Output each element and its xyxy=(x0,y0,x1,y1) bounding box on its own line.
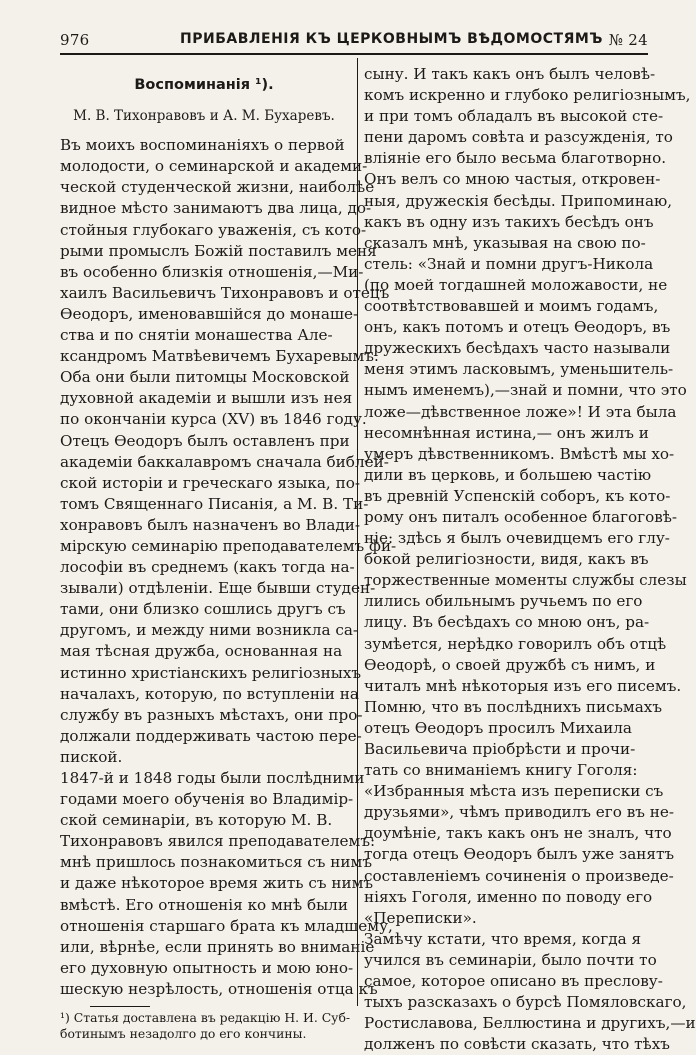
text-line: мірскую семинарію преподавателемъ фи- xyxy=(60,536,397,555)
text-line: вмѣстѣ. Его отношенія ко мнѣ были xyxy=(60,895,348,914)
text-line: доумѣніе, такъ какъ онъ не зналъ, что xyxy=(364,824,672,843)
text-line: несомнѣнная истина,— онъ жилъ и xyxy=(364,423,649,442)
text-line: учился въ семинаріи, было почти то xyxy=(364,950,657,969)
text-line: сыну. И такъ какъ онъ былъ человѣ- xyxy=(364,65,656,83)
journal-title: ПРИБАВЛЕНІЯ КЪ ЦЕРКОВНЫМЪ ВѢДОМОСТЯМЪ xyxy=(180,31,603,47)
text-line: его духовную опытность и мою юно- xyxy=(60,958,354,977)
footnote xyxy=(60,1010,351,1042)
header-rule xyxy=(60,53,648,55)
text-line: тыхъ разсказахъ о бурсѣ Помяловскаго, xyxy=(364,993,687,1012)
text-line: лософіи въ среднемъ (какъ тогда на- xyxy=(60,558,355,577)
right-column xyxy=(364,64,696,1055)
text-line: онъ, какъ потомъ и отецъ Өеодоръ, въ xyxy=(364,318,671,337)
text-line: Замѣчу кстати, что время, когда я xyxy=(364,929,642,948)
text-line: ¹) Статья доставлена въ редакцію Н. И. Суб- xyxy=(60,1010,351,1026)
text-line: Өеодоръ, именовавшійся до монаше- xyxy=(60,304,359,323)
text-line: Помню, что въ послѣднихъ письмахъ xyxy=(364,697,663,716)
text-line: шескую незрѣлость, отношенія отца къ xyxy=(60,979,378,998)
text-line: и даже нѣкоторое время жить съ нимъ xyxy=(60,874,374,893)
text-line: дружескихъ бесѣдахъ часто называли xyxy=(364,339,671,358)
text-line: ской исторіи и греческаго языка, по- xyxy=(60,473,360,492)
text-line: истинно христіанскихъ религіозныхъ xyxy=(60,663,362,682)
text-line: ніе: здѣсь я былъ очевидцемъ его глу- xyxy=(364,529,670,548)
text-line: Ростиславова, Беллюстина и другихъ,—и xyxy=(364,1014,696,1033)
text-line: умеръ дѣвственникомъ. Вмѣстѣ мы хо- xyxy=(364,444,675,463)
text-line: тогда отецъ Өеодоръ былъ уже занятъ xyxy=(364,845,675,864)
text-line: долженъ по совѣсти сказать, что тѣхъ xyxy=(364,1035,670,1054)
text-line: должали поддерживать частою пере- xyxy=(60,726,362,745)
text-line: академіи баккалавромъ сначала библей- xyxy=(60,452,389,471)
text-line: отецъ Өеодоръ просилъ Михаила xyxy=(364,718,632,737)
text-line: видное мѣсто занимаютъ два лица, до- xyxy=(60,199,372,218)
left-column-text xyxy=(60,135,397,1000)
text-line: ксандромъ Матвѣевичемъ Бухаревымъ. xyxy=(60,347,379,366)
issue-number: № 24 xyxy=(608,31,648,49)
text-line: какъ въ одну изъ такихъ бесѣдъ онъ xyxy=(364,212,654,231)
text-line: тать со вниманіемъ книгу Гоголя: xyxy=(364,761,638,780)
text-line: зывали) отдѣленіи. Еще бывши студен- xyxy=(60,579,376,598)
text-line: «Переписки». xyxy=(364,908,477,927)
text-line: «Избранныя мѣста изъ переписки съ xyxy=(364,782,664,801)
text-line: зумѣется, нерѣдко говорилъ объ отцѣ xyxy=(364,634,667,653)
text-line: лицу. Въ бесѣдахъ со мною онъ, ра- xyxy=(364,613,650,632)
text-line: ботинымъ незадолго до его кончины. xyxy=(60,1026,307,1042)
text-line: мая тѣсная дружба, основанная на xyxy=(60,642,343,661)
text-line: годами моего обученія во Владимір- xyxy=(60,790,354,809)
text-line: стель: «Знай и помни другъ-Никола xyxy=(364,254,654,273)
text-line: въ особенно близкія отношенія,—Ми- xyxy=(60,262,364,281)
text-line: началахъ, которую, по вступленіи на xyxy=(60,684,359,703)
text-line: соотвѣтствовавшей и моимъ годамъ, xyxy=(364,297,659,316)
text-line: или, вѣрнѣе, если принять во вниманіе xyxy=(60,937,375,956)
text-line: пиской. xyxy=(60,747,123,766)
text-line: и при томъ обладалъ въ высокой сте- xyxy=(364,107,664,126)
text-line: ныя, дружескія бесѣды. Припоминаю, xyxy=(364,191,673,210)
text-line: ческой студенческой жизни, наиболѣе xyxy=(60,178,375,197)
text-line: службу въ разныхъ мѣстахъ, они про- xyxy=(60,705,363,724)
text-line: комъ искренно и глубоко религіознымъ, xyxy=(364,86,691,105)
text-line: хонравовъ былъ назначенъ во Влади- xyxy=(60,515,360,534)
text-line: духовной академіи и вышли изъ нея xyxy=(60,389,353,408)
text-line: ніяхъ Гоголя, именно по поводу его xyxy=(364,887,653,906)
text-line: рыми промыслъ Божій поставилъ меня xyxy=(60,241,377,260)
text-line: лились обильнымъ ручьемъ по его xyxy=(364,592,643,611)
text-line: другомъ, и между ними возникла са- xyxy=(60,621,359,640)
text-line: вліяніе его было весьма благотворно. xyxy=(364,149,667,168)
text-line: молодости, о семинарской и академи- xyxy=(60,157,368,176)
text-line: отношенія старшаго брата къ младшему, xyxy=(60,916,393,935)
text-line: меня этимъ ласковымъ, уменьшитель- xyxy=(364,360,674,379)
text-line: нымъ именемъ),—знай и помни, что это xyxy=(364,381,687,400)
right-column-text xyxy=(364,64,696,1055)
text-line: читалъ мнѣ нѣкоторыя изъ его писемъ. xyxy=(364,676,682,695)
text-line: стойныя глубокаго уваженія, съ кото- xyxy=(60,220,367,239)
text-line: ложе—дѣвственное ложе»! И эта была xyxy=(364,402,677,421)
text-line: 1847-й и 1848 годы были послѣдними xyxy=(60,769,365,787)
text-line: хаилъ Васильевичъ Тихонравовъ и отецъ xyxy=(60,283,390,302)
text-line: сказалъ мнѣ, указывая на свою по- xyxy=(364,233,646,252)
text-line: мнѣ пришлось познакомиться съ нимъ xyxy=(60,853,373,872)
text-line: тами, они близко сошлись другъ съ xyxy=(60,600,346,619)
text-line: Оба они были питомцы Московской xyxy=(60,368,350,387)
text-line: Тихонравовъ явился преподавателемъ: xyxy=(60,832,376,851)
text-line: Онъ велъ со мною частыя, откровен- xyxy=(364,170,661,189)
article-title: Воспоминанія ¹). xyxy=(134,77,274,93)
text-line: дили въ церковь, и большею частію xyxy=(364,465,652,484)
text-line: самое, которое описано въ преслову- xyxy=(364,972,663,991)
text-line: въ древній Успенскій соборъ, къ кото- xyxy=(364,486,671,505)
page-header xyxy=(60,26,648,52)
page-number: 976 xyxy=(60,31,90,49)
text-line: пени даромъ совѣта и разсужденія, то xyxy=(364,128,673,147)
text-line: Въ моихъ воспоминаніяхъ о первой xyxy=(60,136,345,155)
text-line: бокой религіозности, видя, какъ въ xyxy=(364,550,649,569)
text-line: Отецъ Өеодоръ былъ оставленъ при xyxy=(60,431,350,450)
text-line: томъ Священнаго Писанія, а М. В. Ти- xyxy=(60,494,369,513)
article-subtitle: М. В. Тихонравовъ и А. М. Бухаревъ. xyxy=(73,108,335,125)
text-line: рому онъ питалъ особенное благоговѣ- xyxy=(364,507,678,526)
text-line: друзьями», чѣмъ приводилъ его въ не- xyxy=(364,803,675,822)
footnote-rule xyxy=(90,1006,150,1007)
text-line: торжественные моменты службы слезы xyxy=(364,571,687,590)
text-line: (по моей тогдашней моложавости, не xyxy=(364,275,668,294)
text-line: Өеодорѣ, о своей дружбѣ съ нимъ, и xyxy=(364,655,656,674)
left-column xyxy=(60,62,397,1042)
text-line: ства и по снятіи монашества Але- xyxy=(60,326,333,345)
text-line: Васильевича пріобрѣсти и прочи- xyxy=(364,740,636,758)
text-line: ской семинаріи, въ которую М. В. xyxy=(60,811,333,830)
text-line: по окончаніи курса (XV) въ 1846 году. xyxy=(60,410,367,429)
text-line: составленіемъ сочиненія о произведе- xyxy=(364,866,674,885)
